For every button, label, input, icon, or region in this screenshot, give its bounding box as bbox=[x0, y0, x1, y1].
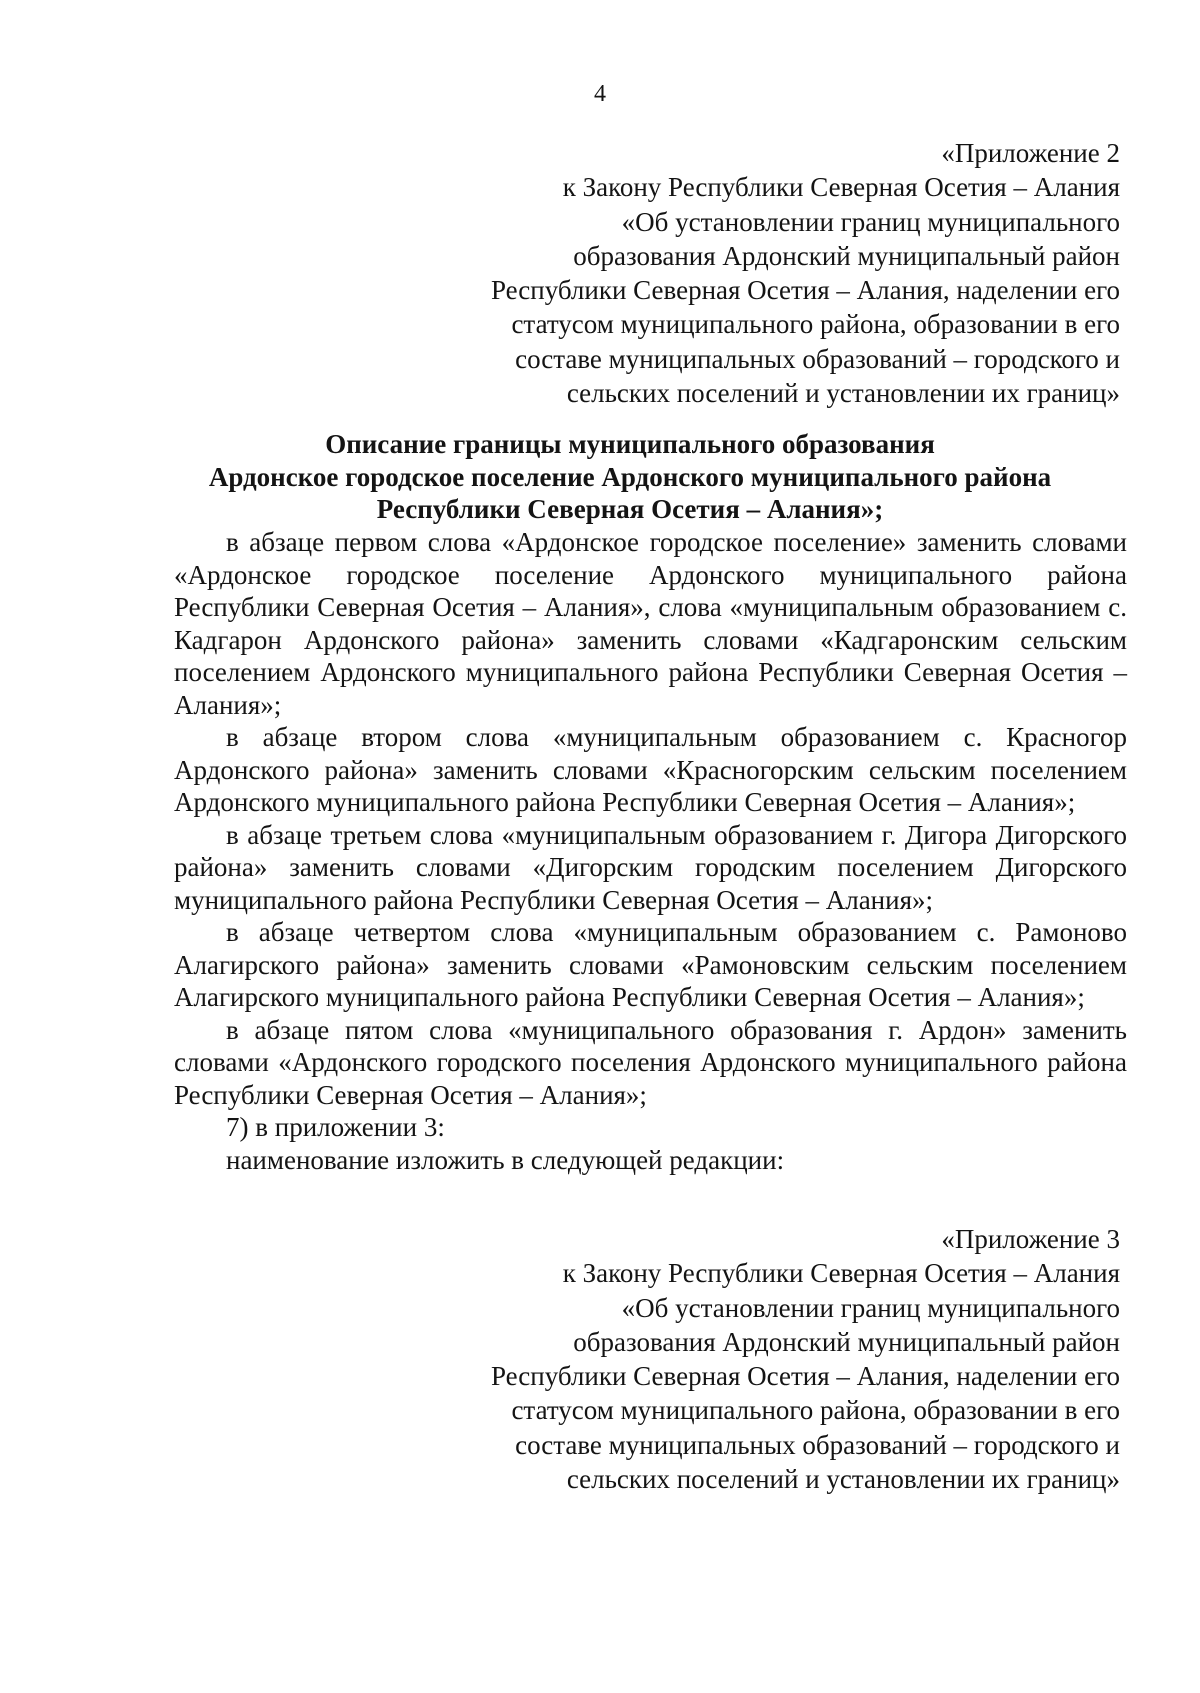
appendix-3-line: Республики Северная Осетия – Алания, наделении его bbox=[490, 1361, 1120, 1392]
section-title-line: Ардонское городское поселение Ардонского муниципального района bbox=[208, 461, 1052, 492]
appendix-3-line: «Об установлении границ муниципального bbox=[621, 1292, 1120, 1323]
appendix-2-line: образования Ардонский муниципальный район bbox=[573, 240, 1120, 271]
appendix-2-header bbox=[360, 136, 1120, 410]
section-title-line: Республики Северная Осетия – Алания»; bbox=[376, 494, 884, 524]
page-number: 4 bbox=[594, 81, 606, 107]
paragraph-fifth-abzac: в абзаце пятом слова «муниципального образования г. Ардон» заменить словами «Ардонского городского поселения Ардонского муниципального района Республики Северная Осетия – Алания»; bbox=[174, 1014, 1127, 1110]
appendix-3-line: «Приложение 3 bbox=[941, 1224, 1120, 1254]
appendix-3-line: образования Ардонский муниципальный район bbox=[573, 1326, 1120, 1357]
paragraph-third-abzac: в абзаце третьем слова «муниципальным образованием г. Дигора Дигорского района» заменить словами «Дигорским городским поселением Дигорского муниципального района Республики Северная Осетия – Алания»; bbox=[174, 819, 1127, 915]
appendix-3-line: сельских поселений и установлении их границ» bbox=[566, 1464, 1120, 1495]
appendix-2-line: «Об установлении границ муниципального bbox=[621, 206, 1120, 237]
appendix-3-header bbox=[360, 1222, 1120, 1496]
appendix-2-line: Республики Северная Осетия – Алания, наделении его bbox=[490, 275, 1120, 306]
appendix-3-line: к Закону Республики Северная Осетия – Алания bbox=[562, 1258, 1120, 1289]
section-title-line: Описание границы муниципального образования bbox=[325, 429, 935, 459]
appendix-3-line: статусом муниципального района, образовании в его bbox=[511, 1395, 1120, 1426]
paragraph-second-abzac: в абзаце втором слова «муниципальным образованием с. Красногор Ардонского района» заменить словами «Красногорским сельским поселением Ардонского муниципального района Республики Северная Осетия – Алания»; bbox=[174, 722, 1127, 817]
paragraph-naming-instruction: наименование изложить в следующей редакции: bbox=[226, 1144, 785, 1175]
appendix-2-line: сельских поселений и установлении их границ» bbox=[566, 378, 1120, 409]
appendix-2-line: «Приложение 2 bbox=[941, 138, 1120, 168]
section-title bbox=[140, 428, 1120, 526]
appendix-2-line: статусом муниципального района, образовании в его bbox=[511, 309, 1120, 340]
appendix-3-line: составе муниципальных образований – городского и bbox=[515, 1429, 1120, 1460]
appendix-2-line: составе муниципальных образований – городского и bbox=[515, 343, 1120, 374]
appendix-2-line: к Закону Республики Северная Осетия – Алания bbox=[562, 172, 1120, 203]
paragraph-appendix-3-item: 7) в приложении 3: bbox=[226, 1112, 445, 1142]
paragraph-first-abzac: в абзаце первом слова «Ардонское городское поселение» заменить словами «Ардонское городское поселение Ардонского муниципального района Республики Северная Осетия – Алания», слова «муниципальным образованием с. Кадгарон Ардонского района» заменить словами «Кадгаронским сельским поселением Ардонского муниципального района Республики Северная Осетия – Алания»; bbox=[174, 527, 1127, 720]
paragraph-fourth-abzac: в абзаце четвертом слова «муниципальным образованием с. Рамоново Алагирского района» заменить словами «Рамоновским сельским поселением Алагирского муниципального района Республики Северная Осетия – Алания»; bbox=[174, 917, 1127, 1012]
body-text bbox=[174, 526, 1127, 1176]
